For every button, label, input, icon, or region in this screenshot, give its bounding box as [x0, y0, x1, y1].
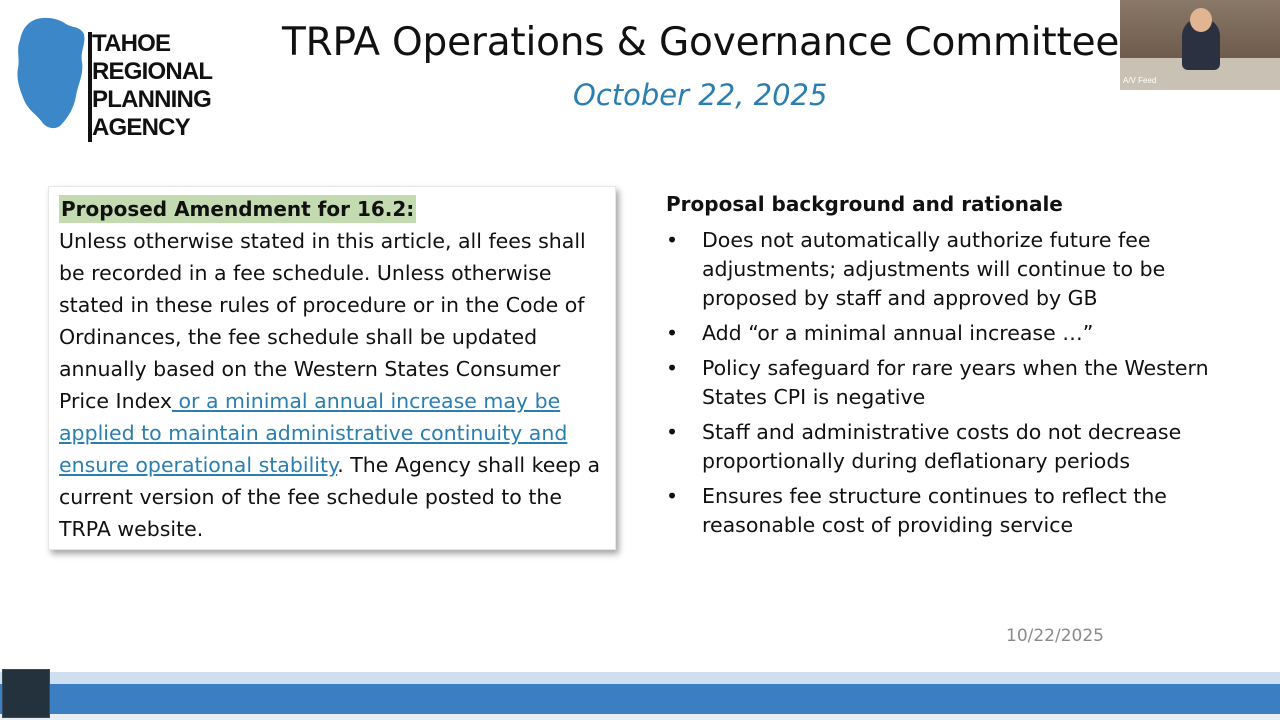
- amendment-text-before: Unless otherwise stated in this article, all fees shall be recorded in a fee schedule. Unless otherwise stated in these rules of procedure or in the Code of Ordinances, the fee schedule shall be updated annually based on the Western States Consumer Price Index: [59, 229, 586, 413]
- list-item: [666, 226, 1226, 313]
- trpa-logo: [14, 14, 214, 141]
- list-item-text: Staff and administrative costs do not decrease proportionally during deflationary periods: [702, 420, 1182, 473]
- footer-date: 10/22/2025: [1006, 626, 1104, 646]
- logo-line-4: AGENCY: [92, 114, 190, 141]
- amendment-box: [48, 186, 616, 550]
- rationale-column: [666, 190, 1226, 546]
- bullet-icon: •: [666, 321, 679, 345]
- list-item: [666, 354, 1226, 412]
- lake-tahoe-icon: [14, 14, 86, 130]
- video-feed-label: A/V Feed: [1123, 76, 1157, 85]
- video-speaker-head: [1190, 8, 1212, 32]
- footer-band: [0, 684, 1280, 714]
- rationale-list: [666, 226, 1226, 540]
- footer-band-light: [0, 672, 1280, 684]
- list-item-text: Policy safeguard for rare years when the Western States CPI is negative: [702, 356, 1209, 409]
- amendment-text-after: . The Agency shall keep a current version of the fee schedule posted to the TRPA website.: [59, 453, 601, 541]
- list-item-text: Add “or a minimal annual increase …”: [702, 321, 1094, 345]
- video-feed-thumbnail[interactable]: [1120, 0, 1280, 90]
- slide-date: October 22, 2025: [573, 78, 828, 112]
- amendment-inserted-text: or a minimal annual increase may be applied to maintain administrative continuity and ensure operational stability: [59, 389, 568, 477]
- bullet-icon: •: [666, 420, 679, 444]
- list-item: [666, 482, 1226, 540]
- amendment-heading: Proposed Amendment for 16.2:: [61, 197, 415, 221]
- amendment-text: [59, 225, 611, 545]
- logo-line-1: TAHOE: [92, 30, 171, 57]
- bullet-icon: •: [666, 484, 679, 508]
- list-item: [666, 418, 1226, 476]
- logo-line-2: REGIONAL: [92, 58, 213, 85]
- logo-wordmark: [92, 30, 212, 142]
- corner-thumbnail[interactable]: [2, 669, 50, 718]
- slide-title: TRPA Operations & Governance Committee: [282, 20, 1120, 65]
- logo-line-3: PLANNING: [92, 86, 211, 113]
- footer-band-bottom: [0, 714, 1280, 720]
- list-item-text: Does not automatically authorize future fee adjustments; adjustments will continue to be proposed by staff and approved by GB: [702, 228, 1166, 310]
- bullet-icon: •: [666, 356, 679, 380]
- list-item-text: Ensures fee structure continues to reflect the reasonable cost of providing service: [702, 484, 1167, 537]
- rationale-heading: Proposal background and rationale: [666, 192, 1063, 216]
- bullet-icon: •: [666, 228, 679, 252]
- list-item: [666, 319, 1226, 348]
